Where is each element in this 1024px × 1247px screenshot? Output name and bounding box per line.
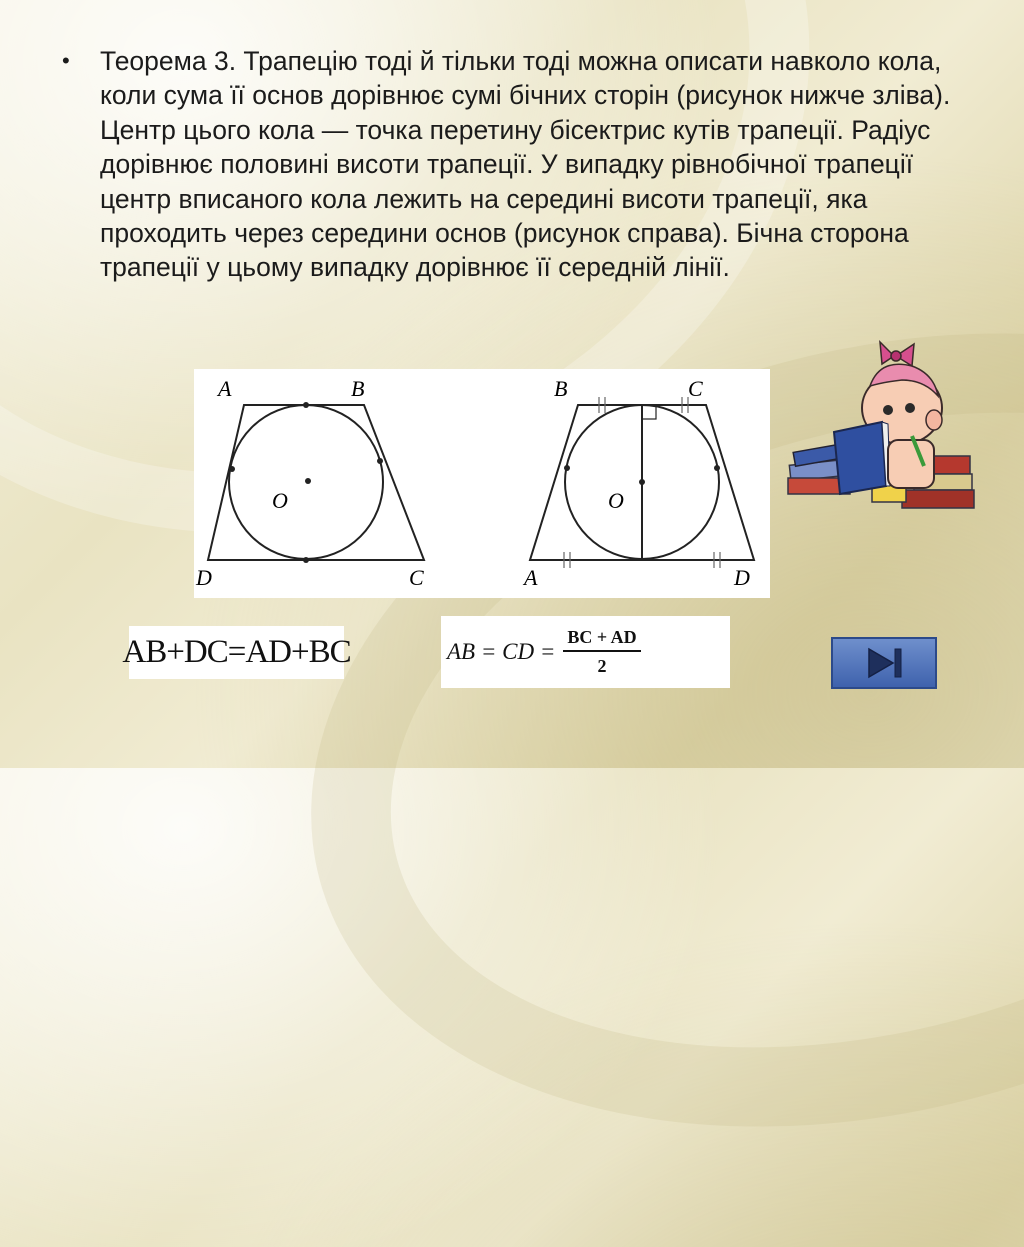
tangent-point-left	[229, 466, 235, 472]
right-tangent-right	[714, 465, 720, 471]
tangent-point-right	[377, 458, 383, 464]
right-label-D: D	[734, 565, 750, 590]
next-slide-icon	[833, 639, 935, 687]
formula-sum-of-bases: AB+DC=AD+BC	[129, 626, 344, 679]
trapezoid-figures	[194, 369, 770, 598]
left-trapezoid	[208, 405, 424, 560]
right-label-B: B	[554, 376, 568, 401]
hair-bow	[880, 342, 914, 366]
formula-lhs: AB = CD =	[447, 639, 556, 664]
theorem-text-block	[62, 44, 962, 285]
girl-body	[888, 440, 934, 488]
girl-eye	[883, 405, 893, 415]
left-label-B: B	[351, 376, 365, 401]
right-angle-mark	[642, 405, 656, 419]
formula-denominator: 2	[597, 656, 607, 676]
left-label-O: O	[272, 488, 288, 513]
formula-leg-equals-midline	[441, 616, 730, 688]
right-label-A: A	[524, 565, 538, 590]
formula-fraction	[563, 627, 640, 677]
girl-reading-clipart	[784, 336, 980, 520]
tangent-point-bottom	[303, 557, 309, 563]
left-center-point	[305, 478, 311, 484]
open-book	[834, 422, 886, 494]
left-trapezoid-figure	[208, 405, 424, 560]
right-label-O: O	[608, 488, 624, 513]
left-label-C: C	[409, 565, 424, 590]
right-label-C: C	[688, 376, 703, 401]
right-tangent-left	[564, 465, 570, 471]
left-label-A: A	[218, 376, 232, 401]
trapezoid-diagrams	[194, 369, 770, 598]
right-center-point	[639, 479, 645, 485]
formula-numerator: BC + AD	[563, 627, 640, 652]
left-label-D: D	[196, 565, 212, 590]
next-slide-button[interactable]	[831, 637, 937, 689]
girl-ear	[926, 410, 942, 430]
girl-eye	[905, 403, 915, 413]
bullet-point: •	[62, 48, 70, 73]
tangent-point-top	[303, 402, 309, 408]
theorem-paragraph: Теорема 3. Трапецію тоді й тільки тоді можна описати навколо кола, коли сума її основ дорівнює сумі бічних сторін (рисунок нижче зліва). Центр цього кола — точка перетину бісектрис кутів трапеції. Радіус дорівнює половині висоти трапеції. У випадку рівнобічної трапеції центр вписаного кола лежить на середині висоти трапеції, яка проходить через середини основ (рисунок справа). Бічна сторона трапеції у цьому випадку дорівнює її середній лінії.	[100, 46, 951, 283]
